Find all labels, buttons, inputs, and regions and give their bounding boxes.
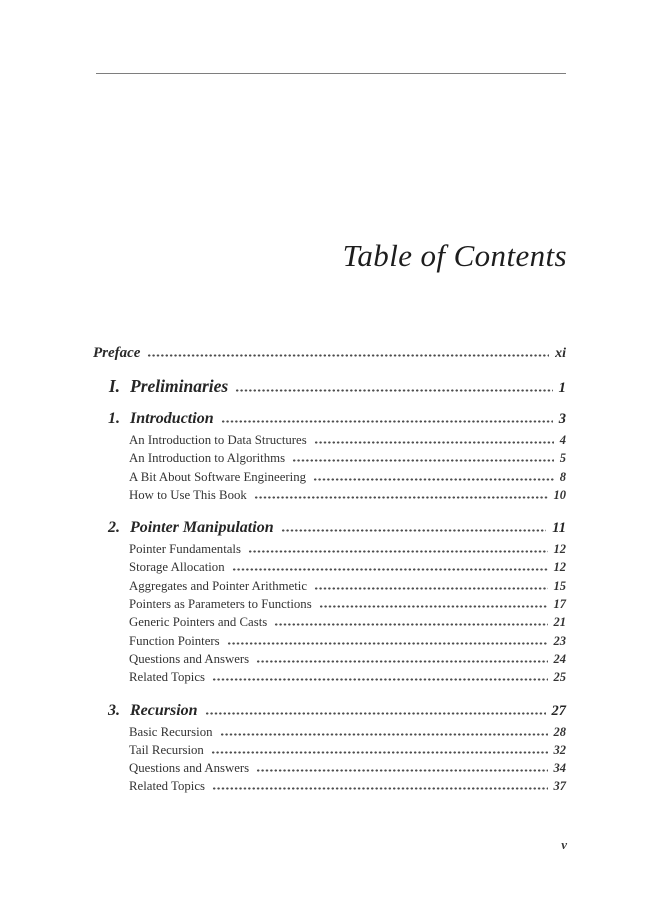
page-title: Table of Contents — [342, 237, 567, 273]
toc-entry-page: 3 — [558, 411, 566, 427]
toc-entry-page: 12 — [553, 542, 566, 557]
toc-entry-page: 34 — [553, 761, 566, 776]
toc-entry-page: xi — [555, 346, 566, 361]
toc-entry-label: Tail Recursion — [129, 742, 204, 757]
dot-leader — [232, 567, 548, 571]
dot-leader — [248, 549, 548, 553]
toc-entry-page: 12 — [553, 560, 566, 575]
toc-chapter-pointer-manipulation — [93, 519, 566, 688]
toc-entry — [93, 488, 566, 506]
toc-entry-page: 32 — [553, 742, 566, 757]
toc-entry — [93, 433, 566, 451]
toc-entry-label: Questions and Answers — [129, 761, 250, 776]
toc-entry-page: 10 — [553, 487, 566, 502]
toc-entry-label: Storage Allocation — [129, 560, 225, 575]
chapter-number: 1. — [108, 410, 120, 427]
dot-leader — [256, 768, 547, 772]
toc-entry-part — [93, 376, 566, 397]
toc-entry-page: 37 — [553, 779, 566, 794]
toc-entry — [93, 451, 566, 469]
dot-leader — [205, 711, 546, 715]
toc-entry-page: 21 — [553, 615, 566, 630]
page-folio: v — [561, 837, 567, 852]
toc-entry — [93, 743, 566, 761]
dot-leader — [292, 458, 554, 462]
toc-entry — [93, 597, 566, 615]
toc-entry-page: 17 — [553, 597, 566, 612]
part-title: Preliminaries — [130, 376, 229, 396]
toc-entry-preface — [93, 345, 566, 363]
toc-chapter-heading — [93, 702, 566, 723]
chapter-number: 2. — [108, 519, 120, 537]
dot-leader — [227, 641, 548, 645]
toc-entry-label: A Bit About Software Engineering — [129, 469, 307, 484]
toc-entry — [93, 634, 566, 652]
toc-entry — [93, 670, 566, 688]
toc-entry-page: 8 — [559, 469, 566, 484]
toc-entry-page: 15 — [553, 578, 566, 593]
dot-leader — [256, 659, 547, 663]
toc-entry-page: 23 — [553, 633, 566, 648]
chapter-title: Recursion — [130, 701, 198, 719]
toc-entry-page: 28 — [553, 724, 566, 739]
toc-entry-page: 25 — [553, 670, 566, 685]
dot-leader — [220, 732, 548, 736]
toc-entry-page: 24 — [553, 651, 566, 666]
dot-leader — [211, 750, 548, 754]
part-number: I. — [108, 376, 120, 396]
dot-leader — [212, 677, 548, 681]
toc-entry — [93, 579, 566, 597]
header-rule — [96, 73, 566, 74]
toc-entry-label: An Introduction to Algorithms — [129, 451, 286, 466]
toc-entry — [93, 542, 566, 560]
toc-entry — [93, 652, 566, 670]
toc-entry — [93, 779, 566, 797]
toc-entry-page: 5 — [559, 451, 566, 466]
dot-leader — [254, 495, 548, 499]
dot-leader — [221, 419, 553, 423]
chapter-number: 3. — [108, 701, 120, 719]
toc-entry-label: Pointer Fundamentals — [129, 542, 241, 557]
toc-entry-label: Related Topics — [129, 779, 205, 794]
toc-entry-page: 11 — [552, 520, 566, 537]
toc-entry — [93, 615, 566, 633]
table-of-contents — [93, 345, 566, 798]
toc-chapter-heading — [93, 519, 566, 540]
chapter-title: Introduction — [130, 410, 214, 427]
toc-entry-page: 1 — [558, 380, 566, 396]
dot-leader — [235, 388, 552, 392]
toc-entry-label: An Introduction to Data Structures — [129, 433, 307, 447]
toc-entry-label: Aggregates and Pointer Arithmetic — [129, 578, 308, 593]
toc-chapter-introduction — [93, 410, 566, 506]
dot-leader — [281, 528, 547, 532]
dot-leader — [319, 604, 548, 608]
dot-leader — [212, 786, 548, 790]
dot-leader — [314, 586, 547, 590]
toc-entry-label: Function Pointers — [129, 633, 220, 648]
toc-chapter-heading — [93, 410, 566, 431]
toc-entry-label: Basic Recursion — [129, 724, 213, 739]
toc-entry-label: Questions and Answers — [129, 651, 250, 666]
chapter-title: Pointer Manipulation — [130, 519, 274, 537]
toc-entry-page: 4 — [559, 433, 566, 447]
toc-entry-label: Generic Pointers and Casts — [129, 615, 268, 630]
toc-chapter-recursion — [93, 702, 566, 798]
toc-entry — [93, 725, 566, 743]
dot-leader — [147, 353, 549, 357]
toc-entry-label: Related Topics — [129, 670, 205, 685]
toc-entry-page: 27 — [551, 702, 566, 719]
toc-entry — [93, 560, 566, 578]
dot-leader — [314, 440, 554, 444]
toc-entry — [93, 761, 566, 779]
toc-entry-label: Pointers as Parameters to Functions — [129, 597, 312, 612]
dot-leader — [274, 622, 547, 626]
toc-entry — [93, 470, 566, 488]
dot-leader — [313, 477, 554, 481]
toc-entry-label: Preface — [93, 345, 141, 361]
toc-entry-label: How to Use This Book — [129, 487, 247, 502]
